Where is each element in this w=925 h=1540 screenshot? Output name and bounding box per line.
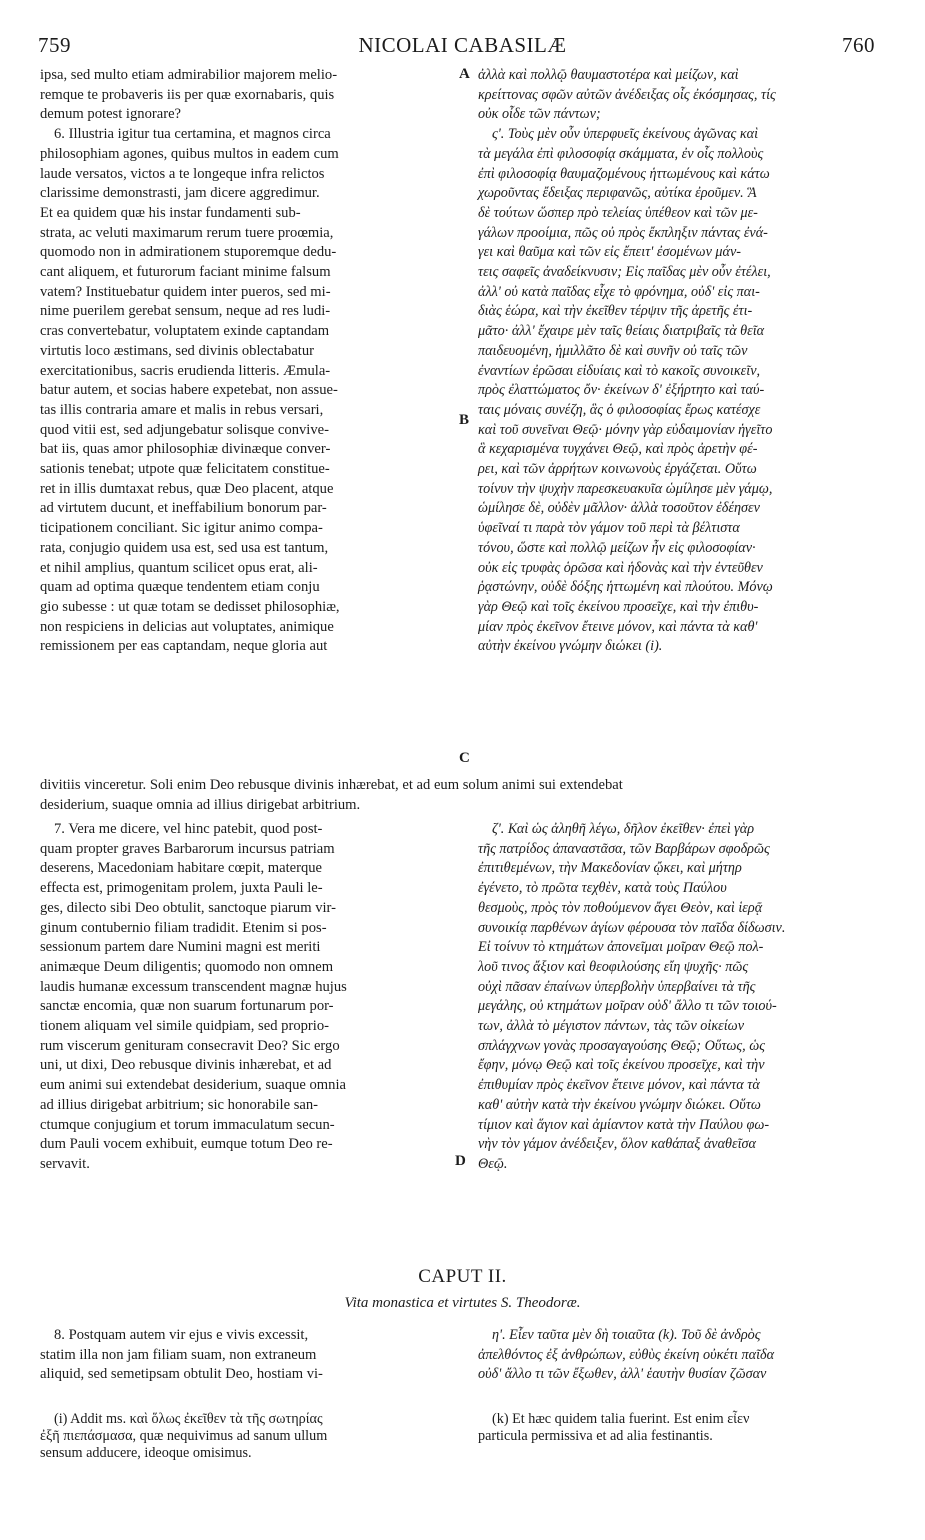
margin-letter-a: A (459, 66, 470, 82)
text-line: demum potest ignorare? (40, 106, 182, 123)
text-line: χωροῦντας ἔδειξας περιφανῶς, αὐτίκα ἐροῦμεν. Ἃ (478, 185, 757, 202)
text-line: ἐξῆ πιεπάσμασα, quæ nequivimus ad sanum ullum (40, 1428, 328, 1444)
text-line: Et ea quidem quæ his instar fundamenti sub- (40, 204, 301, 221)
latin-column-top (40, 66, 458, 657)
text-line: batur autem, et socias habere expetebat, non assue- (40, 382, 338, 399)
greek-column-bottom (478, 1326, 890, 1385)
text-line: Εἰ τοίνυν τὸ κτημάτων ἀπονεῖμαι μοῖραν Θεῷ πολ- (478, 939, 764, 956)
text-line: ad virtutem ducunt, et ineffabilium bonorum par- (40, 500, 327, 517)
text-line: gio subesse : ut quæ totam se dedisset philosophiæ, (40, 598, 340, 615)
chapter-title: CAPUT II. (418, 1266, 507, 1287)
text-line: particula permissiva et ad alia festinantis. (478, 1428, 713, 1444)
text-line: ἀπελθόντος ἐξ ἀνθρώπων, εὐθὺς ἐκείνη οὐκέτι παῖδα (478, 1346, 775, 1363)
chapter-subtitle: Vita monastica et virtutes S. Theodoræ. (344, 1295, 581, 1311)
text-line: οὐκ εἰς τρυφὰς ὁρῶσα καὶ ἡδονὰς καὶ τὴν ἐντεῦθεν (478, 559, 763, 576)
page-number-right: 760 (842, 33, 875, 57)
text-line: tas illis contraria amare et malis in rebus versari, (40, 401, 324, 418)
text-line: uni, ut dixi, Deo rebusque divinis inhærebat, et ad (40, 1057, 332, 1074)
text-line: quam ad optima quæque tendentem etiam conju (40, 579, 320, 596)
text-line: animæque Deum diligentis; quomodo non omnem (40, 958, 334, 975)
latin-column-middle (40, 820, 458, 1175)
latin-full-width (40, 776, 890, 815)
text-line: dum Pauli vocem exhibuit, eumque totum Deo re- (40, 1136, 333, 1153)
text-line: sationis tenebat; utpote quæ felicitatem constitue- (40, 461, 330, 478)
footnote-left (40, 1411, 458, 1462)
text-line: ctumque conjugium et torum immaculatum secun- (40, 1116, 335, 1133)
text-line: sanctæ encomia, quæ non suarum fortunarum por- (40, 998, 334, 1015)
text-line: ἐπιθυμίαν πρὸς ἐκεῖνον ἔτεινε μόνον, καὶ πάντα τὰ (478, 1077, 760, 1094)
text-line: 7. Vera me dicere, vel hinc patebit, quod post- (54, 821, 323, 837)
text-line: sensum adducere, ideoque omisimus. (40, 1445, 252, 1461)
text-line: αὐτὴν ἐκείνου γνώμην διώκει (i). (478, 638, 663, 655)
text-line: ἀλλὰ καὶ πολλῷ θαυμαστοτέρα καὶ μείζων, καὶ (478, 67, 739, 83)
latin-column-bottom (40, 1326, 458, 1385)
text-line: tionem aliquam vel simile quidpiam, sed proprio- (40, 1018, 329, 1035)
text-line: philosophiam agones, quibus multos in eadem cum (40, 145, 339, 162)
text-line: (i) Addit ms. καὶ ὅλως ἐκεῖθεν τὰ τῆς σωτηρίας (54, 1411, 323, 1427)
text-line: laudis humanæ excessum transcendent magnæ hujus (40, 978, 347, 995)
text-line: divitiis vinceretur. Soli enim Deo rebusque divinis inhærebat, et ad eum solum animi sui extendebat (40, 777, 623, 793)
text-line: strata, ac veluti maximarum rerum tuere proœmia, (40, 224, 334, 241)
text-line: μεγάλης, οὐ κτημάτων μοῖραν οὐδ' ἄλλο τι τῶν τοιού- (478, 998, 777, 1015)
text-line: ticipationem conciliant. Sic igitur animo compa- (40, 520, 323, 537)
running-title: NICOLAI CABASILÆ (358, 33, 567, 57)
text-line: ret in illis dumtaxat rebus, quæ Deo placent, atque (40, 480, 334, 497)
text-line: quod vitii est, sed adjungebatur solisque convive- (40, 421, 329, 438)
text-line: ταις μόναις συνέζη, ἃς ὁ φιλοσοφίας ἔρως κατέσχε (478, 401, 761, 418)
text-line: τεις σαφεῖς ἀναδείκνυσιν; Εἰς παῖδας μὲν οὖν ἐτέλει, (478, 264, 771, 281)
margin-letter-b: B (459, 412, 470, 428)
text-line: κρείττονας σφῶν αὐτῶν ἀνέδειξας οἷς ἐκόσμησας, τίς (478, 86, 776, 103)
text-line: ἀλλ' οὐ κατὰ παῖδας εἶχε τὸ φρόνημα, οὐδ' εἰς παι- (478, 283, 760, 300)
text-line: γει καὶ θαῦμα καὶ τῶν εἰς ἔπειτ' ἐσομένων μάν- (478, 244, 742, 261)
margin-letter-c: C (459, 750, 470, 766)
text-line: παιδευομένη, ἡμιλλᾶτο δὲ καὶ συνῆν οὐ ταῖς τῶν (478, 342, 748, 359)
margin-letter-d: D (455, 1153, 466, 1169)
page-number-left: 759 (38, 33, 71, 57)
text-line: nime puerilem gerebat sensum, neque ad res ludi- (40, 303, 331, 320)
text-line: virtutis loco æstimans, sed divinis oblectabatur (40, 342, 315, 359)
text-line: clarissime demonstrasti, jam dicere aggredimur. (40, 185, 320, 202)
text-line: ὡμίλησε δὲ, οὐδὲν μᾶλλον· ἀλλὰ τοσοῦτον ἐδέησεν (478, 500, 760, 517)
text-line: deserens, Macedoniam habitare cœpit, materque (40, 860, 323, 877)
text-line: γάλων προοίμια, πῶς οὐ πρὸς ἔκπληξιν πάντας ἐνά- (478, 224, 768, 241)
greek-column-top (478, 66, 890, 657)
text-line: τὰ μεγάλα ἐπὶ φιλοσοφίᾳ σκάμματα, ἐν οἷς πολλοὺς (478, 145, 764, 162)
text-line: ς'. Τοὺς μὲν οὖν ὑπερφυεῖς ἐκείνους ἀγῶνας καὶ (492, 126, 759, 143)
text-line: cras convertebatur, voluptatem exinde captandam (40, 323, 330, 340)
text-line: quam propter graves Barbarorum incursus patriam (40, 840, 335, 857)
text-line: ρει, καὶ τῶν ἀρρήτων κοινωνοὺς ἐργάζεται. Οὕτω (478, 461, 757, 478)
text-line: καθ' αὐτὴν κατὰ τὴν ἐκείνου γνώμην διώκει. Οὕτω (478, 1096, 761, 1113)
text-line: μίαν πρὸς ἐκεῖνον ἔτεινε μόνον, καὶ πάντα τὰ καθ' (478, 618, 758, 635)
text-line: effecta est, primogenitam prolem, juxta Pauli le- (40, 880, 323, 897)
text-line: aliquid, sed semetipsam obtulit Deo, hostiam vi- (40, 1366, 323, 1383)
text-line: ἐναντίων ἐρῶσαι εἰδυίαις καὶ τὸ κακοῖς συνοικεῖν, (478, 362, 761, 379)
text-line: ἔφην, μόνῳ Θεῷ καὶ τοῖς ἐκείνου προσεῖχε, καὶ τὴν (478, 1057, 765, 1074)
text-line: desiderium, suaque omnia ad illius dirigebat arbitrium. (40, 796, 361, 813)
text-line: et nihil amplius, quantum scilicet opus erat, ali- (40, 559, 318, 576)
text-line: ges, dilecto sibi Deo obtulit, sanctoque piarum vir- (40, 899, 336, 916)
text-line: νὴν τὸν γάμον ἀνέδειξεν, ὅλον καθάπαξ ἀναθεῖσα (478, 1136, 756, 1153)
text-line: statim illa non jam filiam suam, non extraneum (40, 1346, 317, 1363)
text-line: eum animi sui extendebat desiderium, suaque omnia (40, 1077, 346, 1094)
text-line: δὲ τούτων ὥσπερ πρὸ τελείας ὑπέθεον καὶ τῶν με- (478, 204, 758, 221)
text-line: rata, conjugio quidem usa est, sed usa est tantum, (40, 539, 329, 556)
text-line: οὐκ οἶδε τῶν πάντων; (478, 106, 601, 123)
text-line: quomodo non in admirationem stuporemque dedu- (40, 244, 337, 261)
text-line: των, ἀλλὰ τὸ μέγιστον πάντων, τὰς τῶν οἰκείων (478, 1018, 744, 1035)
text-line: συνοικίᾳ παρθένων ἁγίων φέρουσα τὸν παῖδα δίδωσιν. (478, 919, 786, 936)
text-line: ὑφεῖναί τι παρὰ τὸν γάμον τοῦ περὶ τὰ βέλτιστα (478, 520, 740, 537)
greek-column-middle (478, 820, 890, 1175)
text-line: ἐπὶ φιλοσοφίᾳ θαυμαζομένους ἡττωμένους καὶ κάτω (478, 165, 770, 182)
text-line: πρὸς ἐλαττώματος ὄν· ἐκείνων δ' ἐξήρτητο καὶ ταύ- (478, 382, 765, 399)
text-line: λοῦ τινος ἄξιον καὶ θεοφιλούσης εἴη ψυχῆς· πῶς (478, 958, 749, 975)
text-line: ἃ κεχαρισμένα τυγχάνει Θεῷ, καὶ πρὸς ἀρετὴν φέ- (478, 441, 758, 458)
text-line: laude versatos, victos a te longeque infra relictos (40, 165, 325, 182)
text-line: 8. Postquam autem vir ejus e vivis excessit, (54, 1327, 309, 1343)
text-line: cant aliquem, et futurorum faciant minime falsum (40, 264, 331, 281)
footnote-right (478, 1411, 890, 1445)
text-line: ipsa, sed multo etiam admirabilior majorem melio- (40, 67, 338, 83)
text-line: ζ'. Καὶ ὡς ἀληθῆ λέγω, δῆλον ἐκεῖθεν· ἐπεὶ γὰρ (492, 821, 755, 837)
text-line: διὰς ἑώρα, καὶ τὴν ἐκεῖθεν τέρψιν τῆς ἀρετῆς ἐτι- (478, 303, 753, 320)
text-line: ἐπιτιθεμένων, τὴν Μακεδονίαν ᾤκει, καὶ μήτηρ (478, 860, 742, 877)
text-line: 6. Illustria igitur tua certamina, et magnos circa (54, 126, 331, 143)
text-line: τίμιον καὶ ἅγιον καὶ ἀμίαντον κατὰ τὴν Παύλου φω- (478, 1116, 770, 1133)
text-line: sessionum partem dare Numini magni est meriti (40, 939, 321, 956)
text-line: (k) Et hæc quidem talia fuerint. Est enim εἶεν (492, 1411, 750, 1427)
text-line: η'. Εἶεν ταῦτα μὲν δὴ τοιαῦτα (k). Τοῦ δὲ ἀνδρὸς (492, 1327, 761, 1343)
text-line: θεσμοὺς, πρὸς τὸν ποθούμενον ἄγει Θεὸν, καὶ ἱερᾷ (478, 899, 763, 916)
text-line: bat iis, quas amor philosophiæ divinæque conver- (40, 441, 331, 458)
text-line: servavit. (40, 1155, 90, 1172)
text-line: ῥᾳστώνην, οὐδὲ δόξης ἡττωμένη καὶ πλούτου. Μόνῳ (478, 579, 773, 596)
text-line: τόνου, ὥστε καὶ πολλῷ μείζων ἦν εἰς φιλοσοφίαν· (478, 539, 756, 556)
text-line: ginum contubernio filiam tradidit. Etenim si pos- (40, 919, 327, 936)
text-line: remque te probaveris iis per quæ exornabaris, quis (40, 86, 335, 103)
text-line: ἐγένετο, τὸ πρῶτα τεχθὲν, κατὰ τοὺς Παύλου (478, 880, 727, 897)
text-line: τῆς πατρίδος ἀπαναστᾶσα, τῶν Βαρβάρων σφοδρῶς (478, 840, 770, 857)
text-line: οὐδ' ἄλλο τι τῶν ἔξωθεν, ἀλλ' ἑαυτὴν θυσίαν ζῶσαν (478, 1366, 767, 1383)
text-line: Θεῷ. (478, 1155, 508, 1172)
text-line: καὶ τοῦ συνεῖναι Θεῷ· μόνην γὰρ εὐδαιμονίαν ἡγεῖτο (478, 421, 773, 438)
text-line: μᾶτο· ἀλλ' ἔχαιρε μὲν ταῖς θείαις διατριβαῖς τὰ θεῖα (478, 323, 765, 340)
text-line: ad illius dirigebat arbitrium; sic honorabile san- (40, 1096, 319, 1113)
text-line: τοίνυν τὴν ψυχὴν παρεσκευακυῖα ὡμίλησε μὲν γάμῳ, (478, 480, 773, 497)
text-line: vatem? Instituebatur quidem inter pueros, sed mi- (40, 283, 331, 300)
text-line: exercitationibus, sacris erudienda litteris. Æmula- (40, 362, 331, 379)
text-line: οὐχὶ πᾶσαν ἐπαίνων ὑπερβολὴν ὑπερβαίνει τὰ τῆς (478, 978, 756, 995)
text-line: σπλάγχνων γονὰς προσαγαγούσης Θεῷ; Οὕτως, ὡς (478, 1037, 766, 1054)
text-line: γὰρ Θεῷ καὶ τοῖς ἐκείνου προσεῖχε, καὶ τὴν ἐπιθυ- (478, 598, 759, 615)
text-line: remissionem per eas captandam, neque gloria aut (40, 638, 328, 655)
text-line: rum viscerum genituram consecravit Deo? Sic ergo (40, 1037, 340, 1054)
text-line: non respiciens in delicias aut voluptates, animique (40, 618, 334, 635)
